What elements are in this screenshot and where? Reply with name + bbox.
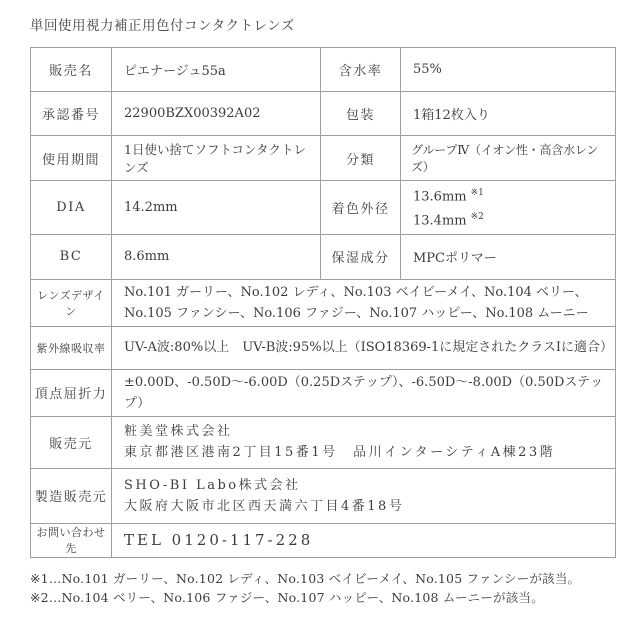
value-packaging: 1箱12枚入り	[401, 92, 616, 136]
tint-diameter-line-2: 13.4mm $^{※2}$	[413, 212, 484, 229]
table-row	[31, 279, 616, 326]
value-tint-diameter	[401, 181, 616, 235]
row-label-moisture-ingredient: 保湿成分	[321, 234, 401, 279]
footnote-ref-2: ※2	[470, 212, 484, 223]
row-label-distributor: 販売元	[31, 416, 112, 468]
manufacturer-company: SHO-BI Labo株式会社	[124, 477, 301, 493]
value-contact-phone: TEL 0120-117-228	[112, 523, 616, 557]
row-label-usage-period: 使用期間	[31, 136, 112, 181]
row-label-classification: 分類	[321, 136, 401, 181]
table-row	[31, 468, 616, 523]
row-label-manufacturer: 製造販売元	[31, 468, 112, 523]
table-row	[31, 416, 616, 468]
table-row	[31, 326, 616, 369]
row-label-product-name: 販売名	[31, 48, 112, 92]
value-manufacturer	[112, 468, 616, 523]
footnote-2: ※2…No.104 ベリー、No.106 ファジー、No.107 ハッピー、No.108 ムーニーが該当。	[30, 589, 544, 605]
value-product-name: ピエナージュ55a	[112, 48, 321, 92]
table-row	[31, 369, 616, 416]
value-water-content: 55%	[401, 48, 616, 92]
value-dia: 14.2mm	[112, 181, 321, 235]
footnote-ref-1: ※1	[470, 188, 484, 198]
row-label-contact: お問い合わせ先	[31, 523, 112, 557]
value-classification: グループⅣ（イオン性・高含水レンズ）	[401, 136, 616, 181]
distributor-company: 粧美堂株式会社	[124, 424, 233, 440]
value-uv-absorption: UV-A波:80%以上 UV-B波:95%以上（ISO18369-1に規定されたクラスIに適合）	[112, 326, 616, 369]
page-title: 単回使用視力補正用色付コンタクトレンズ	[30, 18, 295, 34]
table-row	[31, 136, 616, 181]
value-vertex-power: ±0.00D、-0.50D～-6.00D（0.25Dステップ）、-6.50D～-8.00D（0.50Dステップ）	[112, 369, 616, 416]
row-label-vertex-power: 頂点屈折力	[31, 369, 112, 416]
value-moisture-ingredient: MPCポリマー	[401, 234, 616, 279]
value-bc: 8.6mm	[112, 234, 321, 279]
row-label-bc: BC	[31, 234, 112, 279]
distributor-address: 東京都港区港南2丁目15番1号 品川インターシティA棟23階	[124, 445, 556, 461]
table-row	[31, 234, 616, 279]
row-label-uv-absorption: 紫外線吸収率	[31, 326, 112, 369]
value-approval-number: 22900BZX00392A02	[112, 92, 321, 136]
tint-diameter-line-1: 13.6mm $^{※1}$	[413, 188, 484, 205]
row-label-dia: DIA	[31, 181, 112, 235]
table-row	[31, 181, 616, 235]
value-usage-period: 1日使い捨てソフトコンタクトレンズ	[112, 136, 321, 181]
spec-table	[30, 47, 616, 558]
row-label-tint-diameter: 着色外径	[321, 181, 401, 235]
row-label-water-content: 含水率	[321, 48, 401, 92]
row-label-lens-design: レンズデザイン	[31, 279, 112, 326]
value-distributor	[112, 416, 616, 468]
value-lens-design: No.101 ガーリー、No.102 レディ、No.103 ベイビーメイ、No.104 ベリー、 No.105 ファンシー、No.106 ファジー、No.107 ハッピー、No.108 ムーニー	[112, 279, 616, 326]
table-row	[31, 48, 616, 92]
table-row	[31, 92, 616, 136]
table-row	[31, 523, 616, 557]
row-label-packaging: 包装	[321, 92, 401, 136]
footnote-1: ※1…No.101 ガーリー、No.102 レディ、No.103 ベイビーメイ、No.105 ファンシーが該当。	[30, 570, 581, 586]
row-label-approval-number: 承認番号	[31, 92, 112, 136]
footnotes	[30, 569, 615, 607]
manufacturer-address: 大阪府大阪市北区西天満六丁目4番18号	[124, 498, 405, 514]
